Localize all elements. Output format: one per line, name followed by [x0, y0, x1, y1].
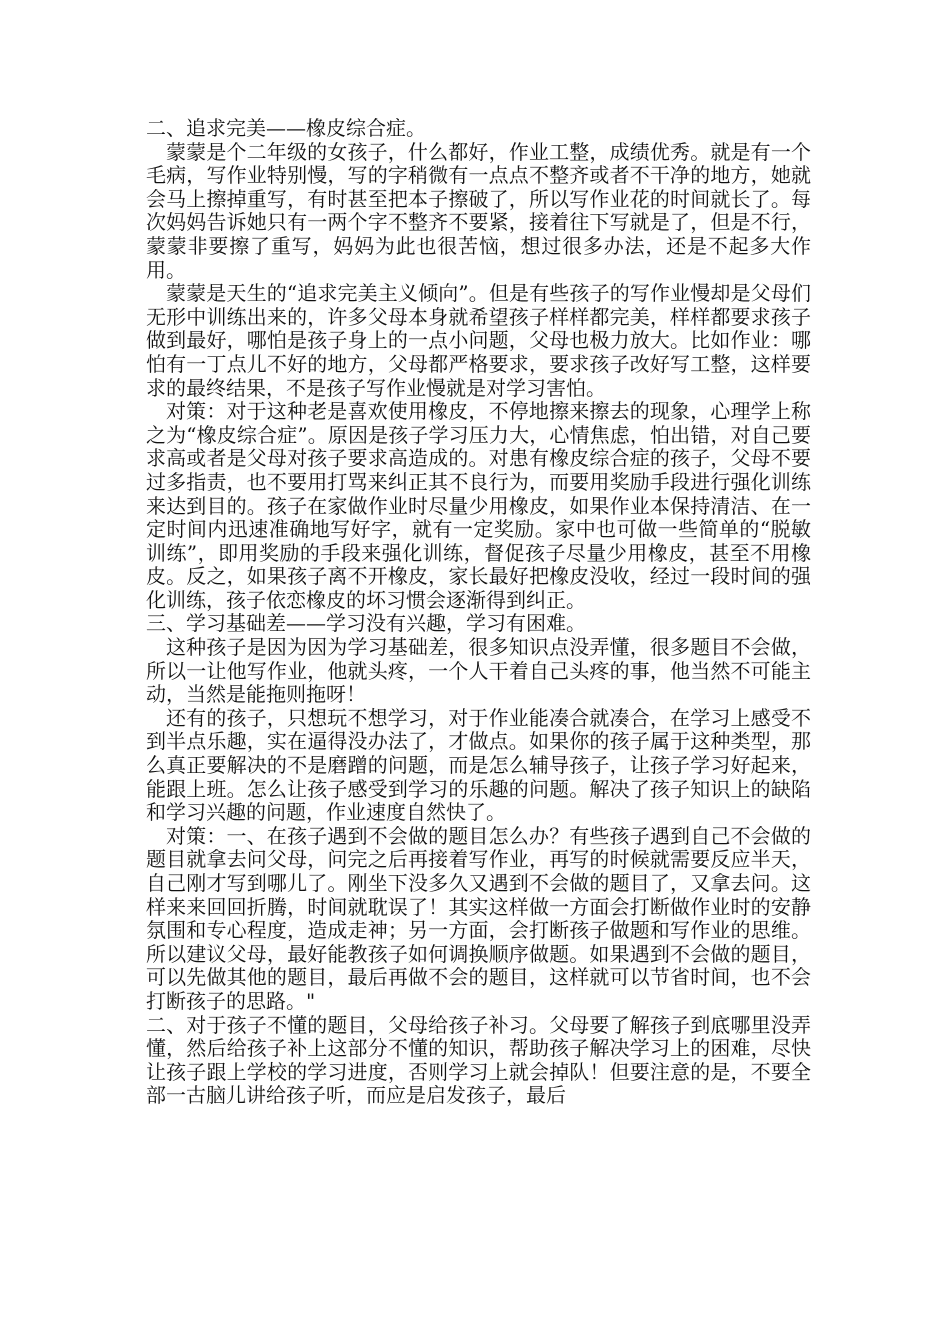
paragraph-strategy-two: 二、对于孩子不懂的题目，父母给孩子补习。父母要了解孩子到底哪里没弄懂，然后给孩子补上这部分不懂的知识，帮助孩子解决学习上的困难，尽快让孩子跟上学校的学习进度，否则学习上就会掉队！但要注意的是，不要全部一古脑儿讲给孩子听，而应是启发孩子，最后 [146, 1012, 811, 1108]
section-heading-perfectionism: 二、追求完美——橡皮综合症。 [146, 116, 426, 140]
paragraph-perfectionism-cause: 蒙蒙是天生的“追求完美主义倾向”。但是有些孩子的写作业慢却是父母们无形中训练出来的，许多父母本身就希望孩子样样都完美，样样都要求孩子做到最好，哪怕是孩子身上的一点小问题，父母也极力放大。比如作业：哪怕有一丁点儿不好的地方，父母都严格要求，要求孩子改好写工整，这样要求的最终结果，不是孩子写作业慢就是对学习害怕。 [146, 281, 811, 400]
section-heading-weak-foundation: 三、学习基础差——学习没有兴趣，学习有困难。 [146, 611, 586, 636]
paragraph-strategy-one: 对策：一、在孩子遇到不会做的题目怎么办？有些孩子遇到自己不会做的题目就拿去问父母，问完之后再接着写作业，再写的时候就需要反应半天，自己刚才写到哪儿了。刚坐下没多久又遇到不会做的题目了，又拿去问。这样来来回回折腾，时间就耽误了！其实这样做一方面会打断做作业时的安静氛围和专心程度，造成走神；另一方面，会打断孩子做题和写作业的思维。所以建议父母，最好能教孩子如何调换顺序做题。如果遇到不会做的题目，可以先做其他的题目，最后再做不会的题目，这样就可以节省时间，也不会打断孩子的思路。" [146, 823, 811, 1013]
paragraph-eraser-strategy: 对策：对于这种老是喜欢使用橡皮，不停地擦来擦去的现象，心理学上称之为“橡皮综合症”。原因是孩子学习压力大，心情焦虑，怕出错，对自己要求高或者是父母对孩子要求高造成的。对患有橡皮综合症的孩子，父母不要过多指责，也不要用打骂来纠正其不良行为，而要用奖励手段进行强化训练来达到目的。孩子在家做作业时尽量少用橡皮，如果作业本保持清洁、在一定时间内迅速准确地写好字，就有一定奖励。家中也可做一些简单的“脱敏训练”，即用奖励的手段来强化训练，督促孩子尽量少用橡皮，甚至不用橡皮。反之，如果孩子离不开橡皮，家长最好把橡皮没收，经过一段时间的强化训练，孩子依恋橡皮的坏习惯会逐渐得到纠正。 [146, 399, 811, 612]
paragraph-weak-foundation: 这种孩子是因为因为学习基础差，很多知识点没弄懂，很多题目不会做，所以一让他写作业，他就头疼，一个人干着自己头疼的事，他当然不可能主动，当然是能拖则拖呀！ [146, 635, 811, 707]
document-body [146, 117, 811, 1108]
paragraph-no-interest: 还有的孩子，只想玩不想学习，对于作业能凑合就凑合，在学习上感受不到半点乐趣，实在逼得没办法了，才做点。如果你的孩子属于这种类型，那么真正要解决的不是磨蹭的问题，而是怎么辅导孩子，让孩子学习好起来，能跟上班。怎么让孩子感受到学习的乐趣的问题。解决了孩子知识上的缺陷和学习兴趣的问题，作业速度自然快了。 [146, 705, 811, 825]
paragraph-mengmeng-story: 蒙蒙是个二年级的女孩子，什么都好，作业工整，成绩优秀。就是有一个毛病，写作业特别慢，写的字稍微有一点点不整齐或者不干净的地方，她就会马上擦掉重写，有时甚至把本子擦破了，所以写作业花的时间就长了。每次妈妈告诉她只有一两个字不整齐不要紧，接着往下写就是了，但是不行，蒙蒙非要擦了重写，妈妈为此也很苦恼，想过很多办法，还是不起多大作用。 [146, 139, 811, 282]
